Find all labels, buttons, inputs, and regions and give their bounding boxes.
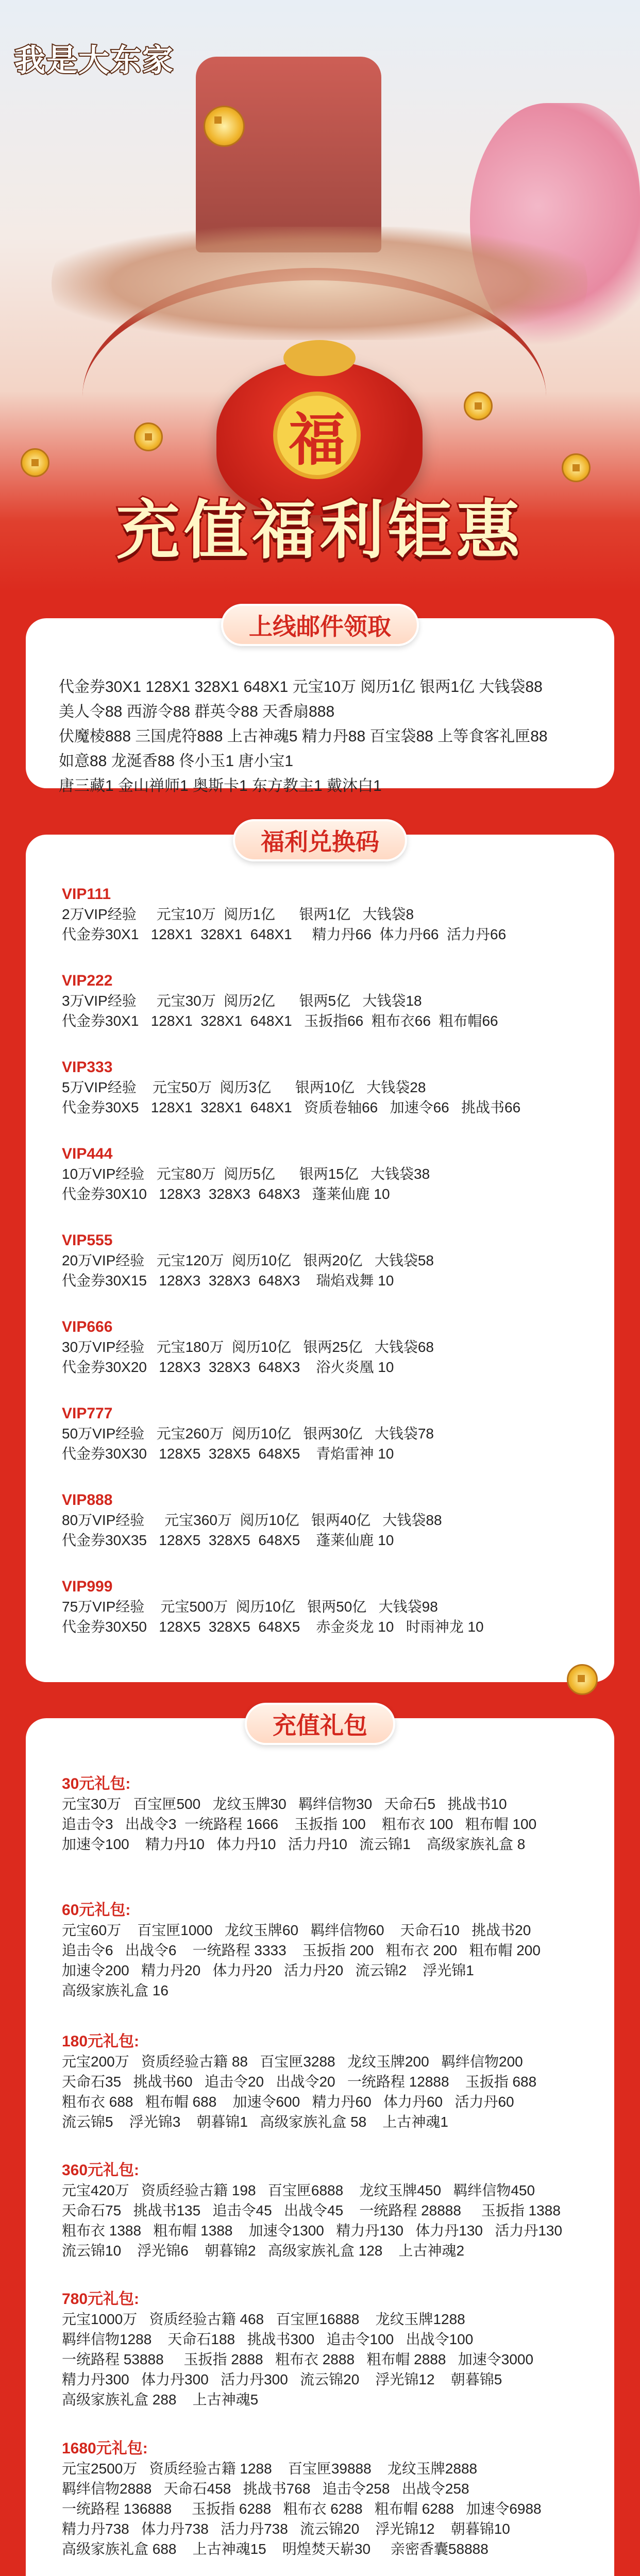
pack-title: 780元礼包:: [62, 2291, 140, 2308]
code-label[interactable]: VIP777: [62, 1405, 113, 1422]
pack-reward-line: 元宝60万 百宝匣1000 龙纹玉牌60 羁绊信物60 天命石10 挑战书20: [62, 1922, 531, 1938]
code-reward-line: 代金券30X1 128X1 328X1 648X1 玉扳指66 粗布衣66 粗布帽66: [62, 1013, 498, 1029]
code-reward-line: 代金券30X5 128X1 328X1 648X1 资质卷轴66 加速令66 挑战书66: [62, 1099, 521, 1115]
pack-reward-line: 粗布衣 1388 粗布帽 1388 加速令1300 精力丹130 体力丹130 活力丹130: [62, 2223, 563, 2239]
pack-reward-line: 追击令3 出战令3 一统路程 1666 玉扳指 100 粗布衣 100 粗布帽 100: [62, 1816, 537, 1832]
code-reward-line: 30万VIP经验 元宝180万 阅历10亿 银两25亿 大钱袋68: [62, 1339, 434, 1355]
pack-reward-line: 元宝200万 资质经验古籍 88 百宝匣3288 龙纹玉牌200 羁绊信物200: [62, 2054, 523, 2070]
code-reward-line: 10万VIP经验 元宝80万 阅历5亿 银两15亿 大钱袋38: [62, 1166, 430, 1182]
redeem-codes-list: [62, 884, 520, 1663]
code-label[interactable]: VIP666: [62, 1318, 113, 1335]
code-label[interactable]: VIP444: [62, 1145, 113, 1162]
code-reward-line: 50万VIP经验 元宝260万 阅历10亿 银两30亿 大钱袋78: [62, 1426, 434, 1442]
pack-reward-line: 高级家族礼盒 688 上古神魂15 明煌焚天崭30 亲密香囊58888: [62, 2541, 489, 2557]
redeem-codes-title: 福利兑换码: [233, 819, 407, 861]
coin-icon: [21, 448, 49, 477]
mail-reward-line: 如意88 龙涎香88 佟小玉1 唐小宝1: [59, 753, 294, 770]
game-logo-text: 我是大东家: [14, 43, 174, 79]
pack-reward-line: 天命石35 挑战书60 追击令20 出战令20 一统路程 12888 玉扳指 688: [62, 2074, 537, 2090]
code-group: [62, 1403, 520, 1490]
mail-reward-line: 代金券30X1 128X1 328X1 648X1 元宝10万 阅历1亿 银两1亿 大钱袋88: [59, 679, 543, 696]
fortune-character: 福: [273, 392, 361, 479]
code-reward-line: 20万VIP经验 元宝120万 阅历10亿 银两20亿 大钱袋58: [62, 1252, 434, 1268]
code-label[interactable]: VIP999: [62, 1578, 113, 1595]
pack-group: [62, 1900, 562, 2031]
code-label[interactable]: VIP555: [62, 1232, 113, 1249]
pack-group: [62, 2438, 562, 2559]
pack-reward-line: 羁绊信物1288 天命石188 挑战书300 追击令100 出战令100: [62, 2331, 474, 2347]
pack-reward-line: 追击令6 出战令6 一统路程 3333 玉扳指 200 粗布衣 200 粗布帽 200: [62, 1942, 541, 1958]
coin-icon: [567, 1664, 598, 1695]
code-reward-line: 代金券30X1 128X1 328X1 648X1 精力丹66 体力丹66 活力丹66: [62, 926, 507, 942]
cart-illustration: [196, 57, 381, 252]
code-reward-line: 代金券30X20 128X3 328X3 648X3 浴火炎凰 10: [62, 1359, 394, 1375]
code-reward-line: 代金券30X50 128X5 328X5 648X5 赤金炎龙 10 时雨神龙 10: [62, 1619, 484, 1635]
code-reward-line: 80万VIP经验 元宝360万 阅历10亿 银两40亿 大钱袋88: [62, 1512, 442, 1528]
code-group: [62, 1577, 520, 1663]
mail-rewards-title: 上线邮件领取: [221, 604, 419, 646]
pack-reward-line: 元宝2500万 资质经验古籍 1288 百宝匣39888 龙纹玉牌2888: [62, 2461, 478, 2477]
pack-title: 180元礼包:: [62, 2033, 140, 2050]
code-reward-line: 代金券30X15 128X3 328X3 648X3 瑞焰戏舞 10: [62, 1273, 394, 1289]
code-reward-line: 代金券30X30 128X5 328X5 648X5 青焰雷神 10: [62, 1446, 394, 1462]
recharge-packs-card: [26, 1712, 614, 2576]
page-headline: 充值福利钜惠: [115, 493, 524, 568]
code-label[interactable]: VIP222: [62, 972, 113, 989]
code-group: [62, 1144, 520, 1230]
pack-reward-line: 元宝30万 百宝匣500 龙纹玉牌30 羁绊信物30 天命石5 挑战书10: [62, 1796, 507, 1812]
code-label[interactable]: VIP111: [62, 886, 111, 903]
code-group: [62, 1317, 520, 1403]
pack-reward-line: 粗布衣 688 粗布帽 688 加速令600 精力丹60 体力丹60 活力丹60: [62, 2094, 514, 2110]
pack-reward-line: 加速令200 精力丹20 体力丹20 活力丹20 流云锦2 浮光锦1: [62, 1962, 474, 1978]
lucky-bag-knot: [283, 340, 356, 376]
pack-reward-line: 元宝420万 资质经验古籍 198 百宝匣6888 龙纹玉牌450 羁绊信物450: [62, 2182, 535, 2198]
pack-reward-line: 流云锦5 浮光锦3 朝暮锦1 高级家族礼盒 58 上古神魂1: [62, 2114, 448, 2130]
mail-rewards-list: [59, 675, 548, 799]
mail-reward-line: 美人令88 西游令88 群英令88 天香扇888: [59, 703, 335, 720]
pack-reward-line: 高级家族礼盒 16: [62, 1982, 169, 1998]
code-reward-line: 3万VIP经验 元宝30万 阅历2亿 银两5亿 大钱袋18: [62, 993, 422, 1009]
coin-icon: [204, 106, 245, 147]
code-label[interactable]: VIP888: [62, 1492, 113, 1509]
pack-group: [62, 1774, 562, 1900]
code-group: [62, 1490, 520, 1577]
pack-reward-line: 流云锦10 浮光锦6 朝暮锦2 高级家族礼盒 128 上古神魂2: [62, 2243, 465, 2259]
code-group: [62, 971, 520, 1057]
code-reward-line: 5万VIP经验 元宝50万 阅历3亿 银两10亿 大钱袋28: [62, 1079, 426, 1095]
pack-title: 30元礼包:: [62, 1775, 131, 1792]
mail-reward-line: 唐三藏1 金山禅师1 奥斯卡1 东方教主1 戴沐白1: [59, 777, 382, 794]
code-reward-line: 代金券30X10 128X3 328X3 648X3 蓬莱仙鹿 10: [62, 1186, 390, 1202]
pack-group: [62, 2160, 562, 2289]
recharge-packs-list: [62, 1774, 562, 2559]
pack-reward-line: 天命石75 挑战书135 追击令45 出战令45 一统路程 28888 玉扳指 1388: [62, 2202, 561, 2218]
pack-reward-line: 高级家族礼盒 288 上古神魂5: [62, 2392, 259, 2408]
code-reward-line: 75万VIP经验 元宝500万 阅历10亿 银两50亿 大钱袋98: [62, 1599, 438, 1615]
pack-reward-line: 羁绊信物2888 天命石458 挑战书768 追击令258 出战令258: [62, 2481, 469, 2497]
coin-icon: [134, 422, 163, 451]
pack-group: [62, 2289, 562, 2438]
pack-title: 60元礼包:: [62, 1902, 131, 1919]
mail-rewards-card: [26, 613, 614, 794]
pack-reward-line: 元宝1000万 资质经验古籍 468 百宝匣16888 龙纹玉牌1288: [62, 2311, 465, 2327]
code-group: [62, 1057, 520, 1144]
pack-reward-line: 一统路程 53888 玉扳指 2888 粗布衣 2888 粗布帽 2888 加速令3000: [62, 2351, 534, 2367]
pack-title: 1680元礼包:: [62, 2440, 148, 2457]
code-reward-line: 2万VIP经验 元宝10万 阅历1亿 银两1亿 大钱袋8: [62, 906, 414, 922]
pack-reward-line: 精力丹300 体力丹300 活力丹300 流云锦20 浮光锦12 朝暮锦5: [62, 2371, 502, 2387]
pack-group: [62, 2031, 562, 2160]
code-group: [62, 1230, 520, 1317]
code-group: [62, 884, 520, 971]
mail-reward-line: 伏魔棱888 三国虎符888 上古神魂5 精力丹88 百宝袋88 上等食客礼匣88: [59, 728, 548, 745]
redeem-codes-card: [26, 828, 614, 1682]
characters-illustration: [52, 227, 587, 340]
recharge-packs-title: 充值礼包: [245, 1703, 395, 1745]
coin-icon: [562, 453, 591, 482]
pack-reward-line: 精力丹738 体力丹738 活力丹738 流云锦20 浮光锦12 朝暮锦10: [62, 2521, 510, 2537]
game-logo: [14, 36, 184, 93]
code-label[interactable]: VIP333: [62, 1059, 113, 1076]
pack-reward-line: 加速令100 精力丹10 体力丹10 活力丹10 流云锦1 高级家族礼盒 8: [62, 1836, 526, 1852]
pack-title: 360元礼包:: [62, 2162, 140, 2179]
coin-icon: [464, 392, 493, 420]
code-reward-line: 代金券30X35 128X5 328X5 648X5 蓬莱仙鹿 10: [62, 1532, 394, 1548]
pack-reward-line: 一统路程 136888 玉扳指 6288 粗布衣 6288 粗布帽 6288 加速令6988: [62, 2501, 542, 2517]
